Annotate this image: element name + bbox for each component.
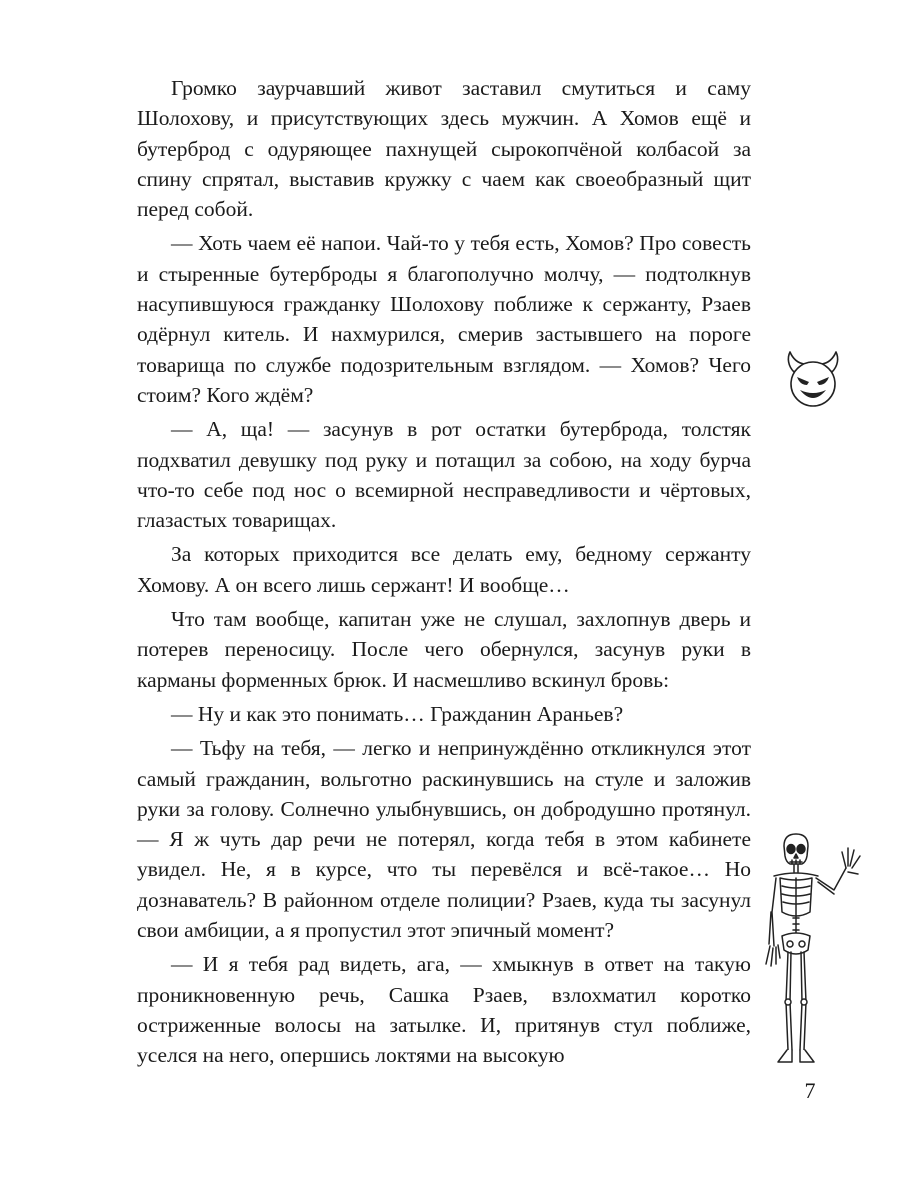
page-number: 7 xyxy=(804,1078,816,1103)
paragraph-4: За которых приходится все делать ему, бедному сержанту Хомову. А он всего лишь сержант! И вообще… xyxy=(137,542,751,597)
paragraph-7: — Тьфу на тебя, — легко и непринуждённо откликнулся этот самый гражданин, вольготно раскинувшись на стуле и заложив руки за голову. Солнечно улыбнувшись, он добродушно протянул. — Я ж чуть дар речи не потерял, когда тебя в этом кабинете увидел. Не, я в курсе, что ты перевёлся и всё-такое… Но дознаватель? В районном отделе полиции? Рзаев, куда ты засунул свои амбиции, а я пропустил этот эпичный момент? xyxy=(137,736,751,943)
paragraph-2: — Хоть чаем её напои. Чай-то у тебя есть, Хомов? Про совесть и стыренные бутерброды я благополучно молчу, — подтолкнув насупившуюся гражданку Шолохову поближе к сержанту, Рзаев одёрнул китель. И нахмурился, смерив застывшего на пороге товарища по службе подозрительным взглядом. — Хомов? Чего стоим? Кого ждём? xyxy=(137,231,751,407)
paragraph-8: — И я тебя рад видеть, ага, — хмыкнув в ответ на такую проникновенную речь, Сашка Рзаев, взлохматил коротко остриженные волосы на затылке. И, притянув стул поближе, уселся на него, опершись локтями на высокую xyxy=(137,952,751,1068)
paragraph-1: Громко заурчавший живот заставил смутиться и саму Шолохову, и присутствующих здесь мужчин. А Хомов ещё и бутерброд с одуряющее пахнущей сырокопчёной колбасой за спину спрятал, выставив кружку с чаем как своеобразный щит перед собой. xyxy=(137,76,751,222)
skeleton-icon xyxy=(760,832,876,1068)
devil-emoji-icon xyxy=(782,350,844,410)
paragraph-5: Что там вообще, капитан уже не слушал, захлопнув дверь и потерев переносицу. После чего обернулся, засунув руки в карманы форменных брюк. И насмешливо вскинул бровь: xyxy=(137,607,751,692)
paragraph-3: — А, ща! — засунув в рот остатки бутерброда, толстяк подхватил девушку под руку и потащил за собою, на ходу бурча что-то себе под нос о всемирной несправедливости и чёртовых, глазастых товарищах. xyxy=(137,417,751,533)
paragraph-6: — Ну и как это понимать… Гражданин Араньев? xyxy=(171,701,624,726)
text-column xyxy=(137,73,751,1075)
